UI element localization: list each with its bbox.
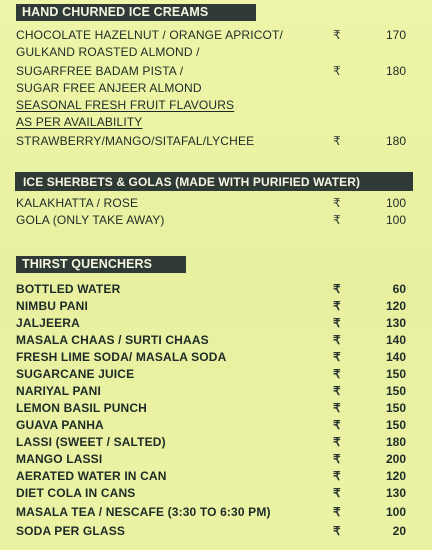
- menu-item-price: 140: [385, 350, 406, 364]
- section-heading-ice-creams: HAND CHURNED ICE CREAMS: [16, 4, 256, 21]
- menu-item-gulkand-almond: GULKAND ROASTED ALMOND /: [16, 45, 200, 59]
- rupee-symbol: ₹: [333, 282, 341, 296]
- menu-item-price: 180: [385, 64, 406, 78]
- menu-item-price: 120: [385, 299, 406, 313]
- menu-item-price: 170: [385, 28, 406, 42]
- menu-item-price: 180: [385, 435, 406, 449]
- rupee-symbol: ₹: [333, 384, 341, 398]
- menu-item-masala-tea: MASALA TEA / NESCAFE (3:30 TO 6:30 PM): [16, 505, 271, 519]
- menu-item-guava-panha: GUAVA PANHA: [16, 418, 104, 432]
- menu-item-nimbu-pani: NIMBU PANI: [16, 299, 88, 313]
- rupee-symbol: ₹: [333, 435, 341, 449]
- menu-item-price: 130: [385, 316, 406, 330]
- rupee-symbol: ₹: [333, 28, 341, 42]
- availability-note: AS PER AVAILABILITY: [16, 115, 143, 129]
- rupee-symbol: ₹: [333, 64, 341, 78]
- menu-item-price: 150: [385, 367, 406, 381]
- seasonal-flavours-note: SEASONAL FRESH FRUIT FLAVOURS: [16, 98, 235, 112]
- rupee-symbol: ₹: [333, 299, 341, 313]
- rupee-symbol: ₹: [333, 418, 341, 432]
- menu-item-kalakhatta-rose: KALAKHATTA / ROSE: [16, 196, 139, 210]
- menu-item-price: 200: [385, 452, 406, 466]
- rupee-symbol: ₹: [333, 367, 341, 381]
- menu-item-mango-lassi: MANGO LASSI: [16, 452, 103, 466]
- menu-item-masala-chaas: MASALA CHAAS / SURTI CHAAS: [16, 333, 209, 347]
- rupee-symbol: ₹: [333, 196, 341, 210]
- menu-item-price: 20: [392, 524, 406, 538]
- menu-item-jaljeera: JALJEERA: [16, 316, 80, 330]
- menu-item-soda-per-glass: SODA PER GLASS: [16, 524, 126, 538]
- menu-item-gola: GOLA (ONLY TAKE AWAY): [16, 213, 165, 227]
- menu-item-sugarcane-juice: SUGARCANE JUICE: [16, 367, 135, 381]
- rupee-symbol: ₹: [333, 505, 341, 519]
- rupee-symbol: ₹: [333, 469, 341, 483]
- menu-item-lassi: LASSI (SWEET / SALTED): [16, 435, 166, 449]
- menu-item-diet-cola: DIET COLA IN CANS: [16, 486, 136, 500]
- menu-item-chocolate-hazelnut: CHOCOLATE HAZELNUT / ORANGE APRICOT/: [16, 28, 283, 42]
- rupee-symbol: ₹: [333, 316, 341, 330]
- menu-item-lemon-basil-punch: LEMON BASIL PUNCH: [16, 401, 147, 415]
- rupee-symbol: ₹: [333, 524, 341, 538]
- rupee-symbol: ₹: [333, 401, 341, 415]
- menu-item-price: 130: [385, 486, 406, 500]
- menu-item-fruit-flavours: STRAWBERRY/MANGO/SITAFAL/LYCHEE: [16, 134, 255, 148]
- rupee-symbol: ₹: [333, 350, 341, 364]
- menu-item-price: 150: [385, 418, 406, 432]
- rupee-symbol: ₹: [333, 452, 341, 466]
- rupee-symbol: ₹: [333, 486, 341, 500]
- menu-item-aerated-water: AERATED WATER IN CAN: [16, 469, 167, 483]
- section-heading-thirst-quenchers: THIRST QUENCHERS: [16, 256, 186, 273]
- menu-item-price: 140: [385, 333, 406, 347]
- menu-item-price: 100: [385, 213, 406, 227]
- section-heading-sherbets-golas: ICE SHERBETS & GOLAS (MADE WITH PURIFIED WATER): [16, 173, 412, 190]
- menu-item-bottled-water: BOTTLED WATER: [16, 282, 121, 296]
- menu-item-nariyal-pani: NARIYAL PANI: [16, 384, 101, 398]
- rupee-symbol: ₹: [333, 134, 341, 148]
- menu-item-price: 100: [385, 505, 406, 519]
- rupee-symbol: ₹: [333, 333, 341, 347]
- menu-item-sugarfree-badam-pista: SUGARFREE BADAM PISTA /: [16, 64, 184, 78]
- menu-item-price: 150: [385, 401, 406, 415]
- menu-item-price: 120: [385, 469, 406, 483]
- menu-item-price: 180: [385, 134, 406, 148]
- menu-item-price: 100: [385, 196, 406, 210]
- rupee-symbol: ₹: [333, 213, 341, 227]
- menu-item-price: 150: [385, 384, 406, 398]
- menu-item-price: 60: [392, 282, 406, 296]
- menu-item-sugarfree-anjeer-almond: SUGAR FREE ANJEER ALMOND: [16, 81, 202, 95]
- menu-item-fresh-lime-soda: FRESH LIME SODA/ MASALA SODA: [16, 350, 227, 364]
